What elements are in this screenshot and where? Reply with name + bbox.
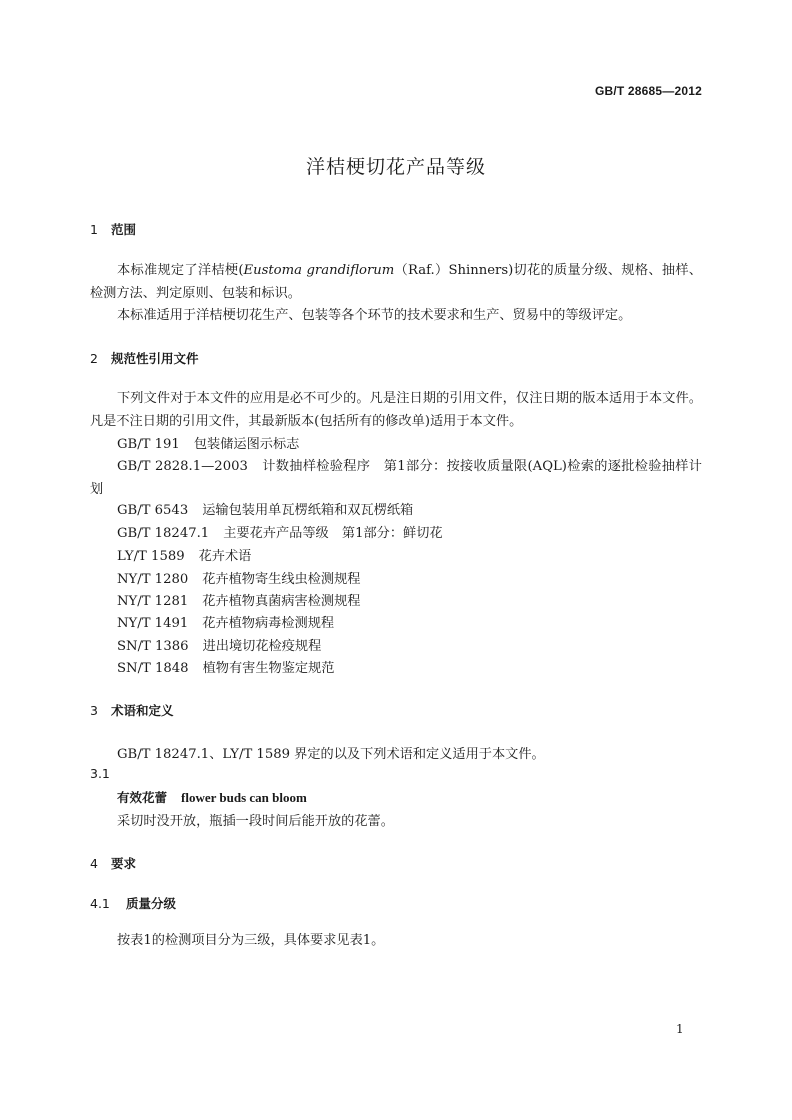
ref-code: LY/T 1589 — [117, 549, 185, 564]
document-title: 洋桔梗切花产品等级 — [305, 156, 486, 178]
ref-name: 植物有害生物鉴定规范 — [202, 661, 335, 676]
ref-item — [117, 635, 321, 654]
ref-code: GB/T 191 — [117, 437, 180, 452]
ref-name: 花卉植物真菌病害检测规程 — [202, 594, 361, 609]
section-4-heading — [90, 854, 136, 872]
ref-item — [117, 499, 413, 518]
section-2-number: 2 — [90, 351, 98, 366]
ref-item — [117, 612, 334, 631]
section-2-title: 规范性引用文件 — [111, 351, 199, 366]
ref-name: 花卉术语 — [198, 549, 252, 564]
section-1-paragraph-2: 本标准适用于洋桔梗切花生产、包装等各个环节的技术要求和生产、贸易中的等级评定。 — [117, 308, 632, 323]
section-2-heading — [90, 349, 199, 367]
ref-code: GB/T 18247.1 — [117, 526, 210, 541]
ref-code: GB/T 6543 — [117, 503, 189, 518]
subsection-4-1-title: 质量分级 — [126, 896, 177, 911]
ref-item — [117, 568, 361, 587]
subsection-4-1-heading — [90, 894, 176, 912]
section-1-title: 范围 — [111, 222, 137, 237]
ref-name: 进出境切花检疫规程 — [202, 639, 322, 654]
term-chinese: 有效花蕾 — [117, 790, 168, 805]
section-1-number: 1 — [90, 222, 98, 237]
ref-item — [90, 455, 702, 501]
ref-code: NY/T 1491 — [117, 616, 189, 631]
ref-item — [117, 433, 299, 452]
scope-text-pre: 本标准规定了洋桔梗( — [117, 263, 244, 278]
ref-item — [117, 545, 251, 564]
ref-item — [117, 590, 361, 609]
term-definition: 采切时没开放，瓶插一段时间后能开放的花蕾。 — [117, 814, 394, 829]
ref-name: 运输包装用单瓦楞纸箱和双瓦楞纸箱 — [202, 503, 414, 518]
term-english: flower buds can bloom — [181, 790, 307, 805]
subsection-4-1-number: 4.1 — [90, 896, 110, 911]
ref-name: 主要花卉产品等级 第1部分：鲜切花 — [223, 526, 443, 541]
ref-code: NY/T 1281 — [117, 594, 189, 609]
ref-code: GB/T 2828.1—2003 — [117, 459, 248, 474]
section-3-heading — [90, 701, 174, 719]
section-4-title: 要求 — [111, 856, 137, 871]
ref-code: NY/T 1280 — [117, 572, 189, 587]
ref-item — [117, 657, 334, 676]
standard-code: GB/T 28685—2012 — [594, 84, 702, 98]
ref-name: 花卉植物病毒检测规程 — [202, 616, 335, 631]
section-2-intro: 下列文件对于本文件的应用是必不可少的。凡是注日期的引用文件，仅注日期的版本适用于本文件。凡是不注日期的引用文件，其最新版本(包括所有的修改单)适用于本文件。 — [90, 391, 702, 429]
section-1-heading — [90, 220, 136, 238]
section-3-number: 3 — [90, 703, 98, 718]
section-3-intro: GB/T 18247.1、LY/T 1589 界定的以及下列术语和定义适用于本文件。 — [117, 747, 545, 762]
ref-name: 包装储运图示标志 — [193, 437, 300, 452]
subsection-4-1-text: 按表1的检测项目分为三级，具体要求见表1。 — [117, 933, 385, 948]
ref-item — [117, 522, 443, 541]
section-1-paragraph-1 — [90, 259, 702, 305]
scope-latin-name: Eustoma grandiflorum — [243, 263, 395, 278]
ref-code: SN/T 1386 — [117, 639, 189, 654]
ref-code: SN/T 1848 — [117, 661, 189, 676]
section-3-title: 术语和定义 — [111, 703, 174, 718]
page-number: 1 — [676, 1022, 684, 1036]
scope-text-post: （Raf.）Shinners)切花的质量分级、规格、抽样、检测方法、判定原则、包装和标识。 — [90, 263, 702, 301]
term-heading — [117, 788, 307, 806]
ref-name: 花卉植物寄生线虫检测规程 — [202, 572, 361, 587]
section-4-number: 4 — [90, 856, 98, 871]
ref-name: 计数抽样检验程序 第1部分：按接收质量限(AQL)检索的逐批检验抽样计划 — [90, 459, 702, 497]
term-number: 3.1 — [90, 766, 110, 781]
